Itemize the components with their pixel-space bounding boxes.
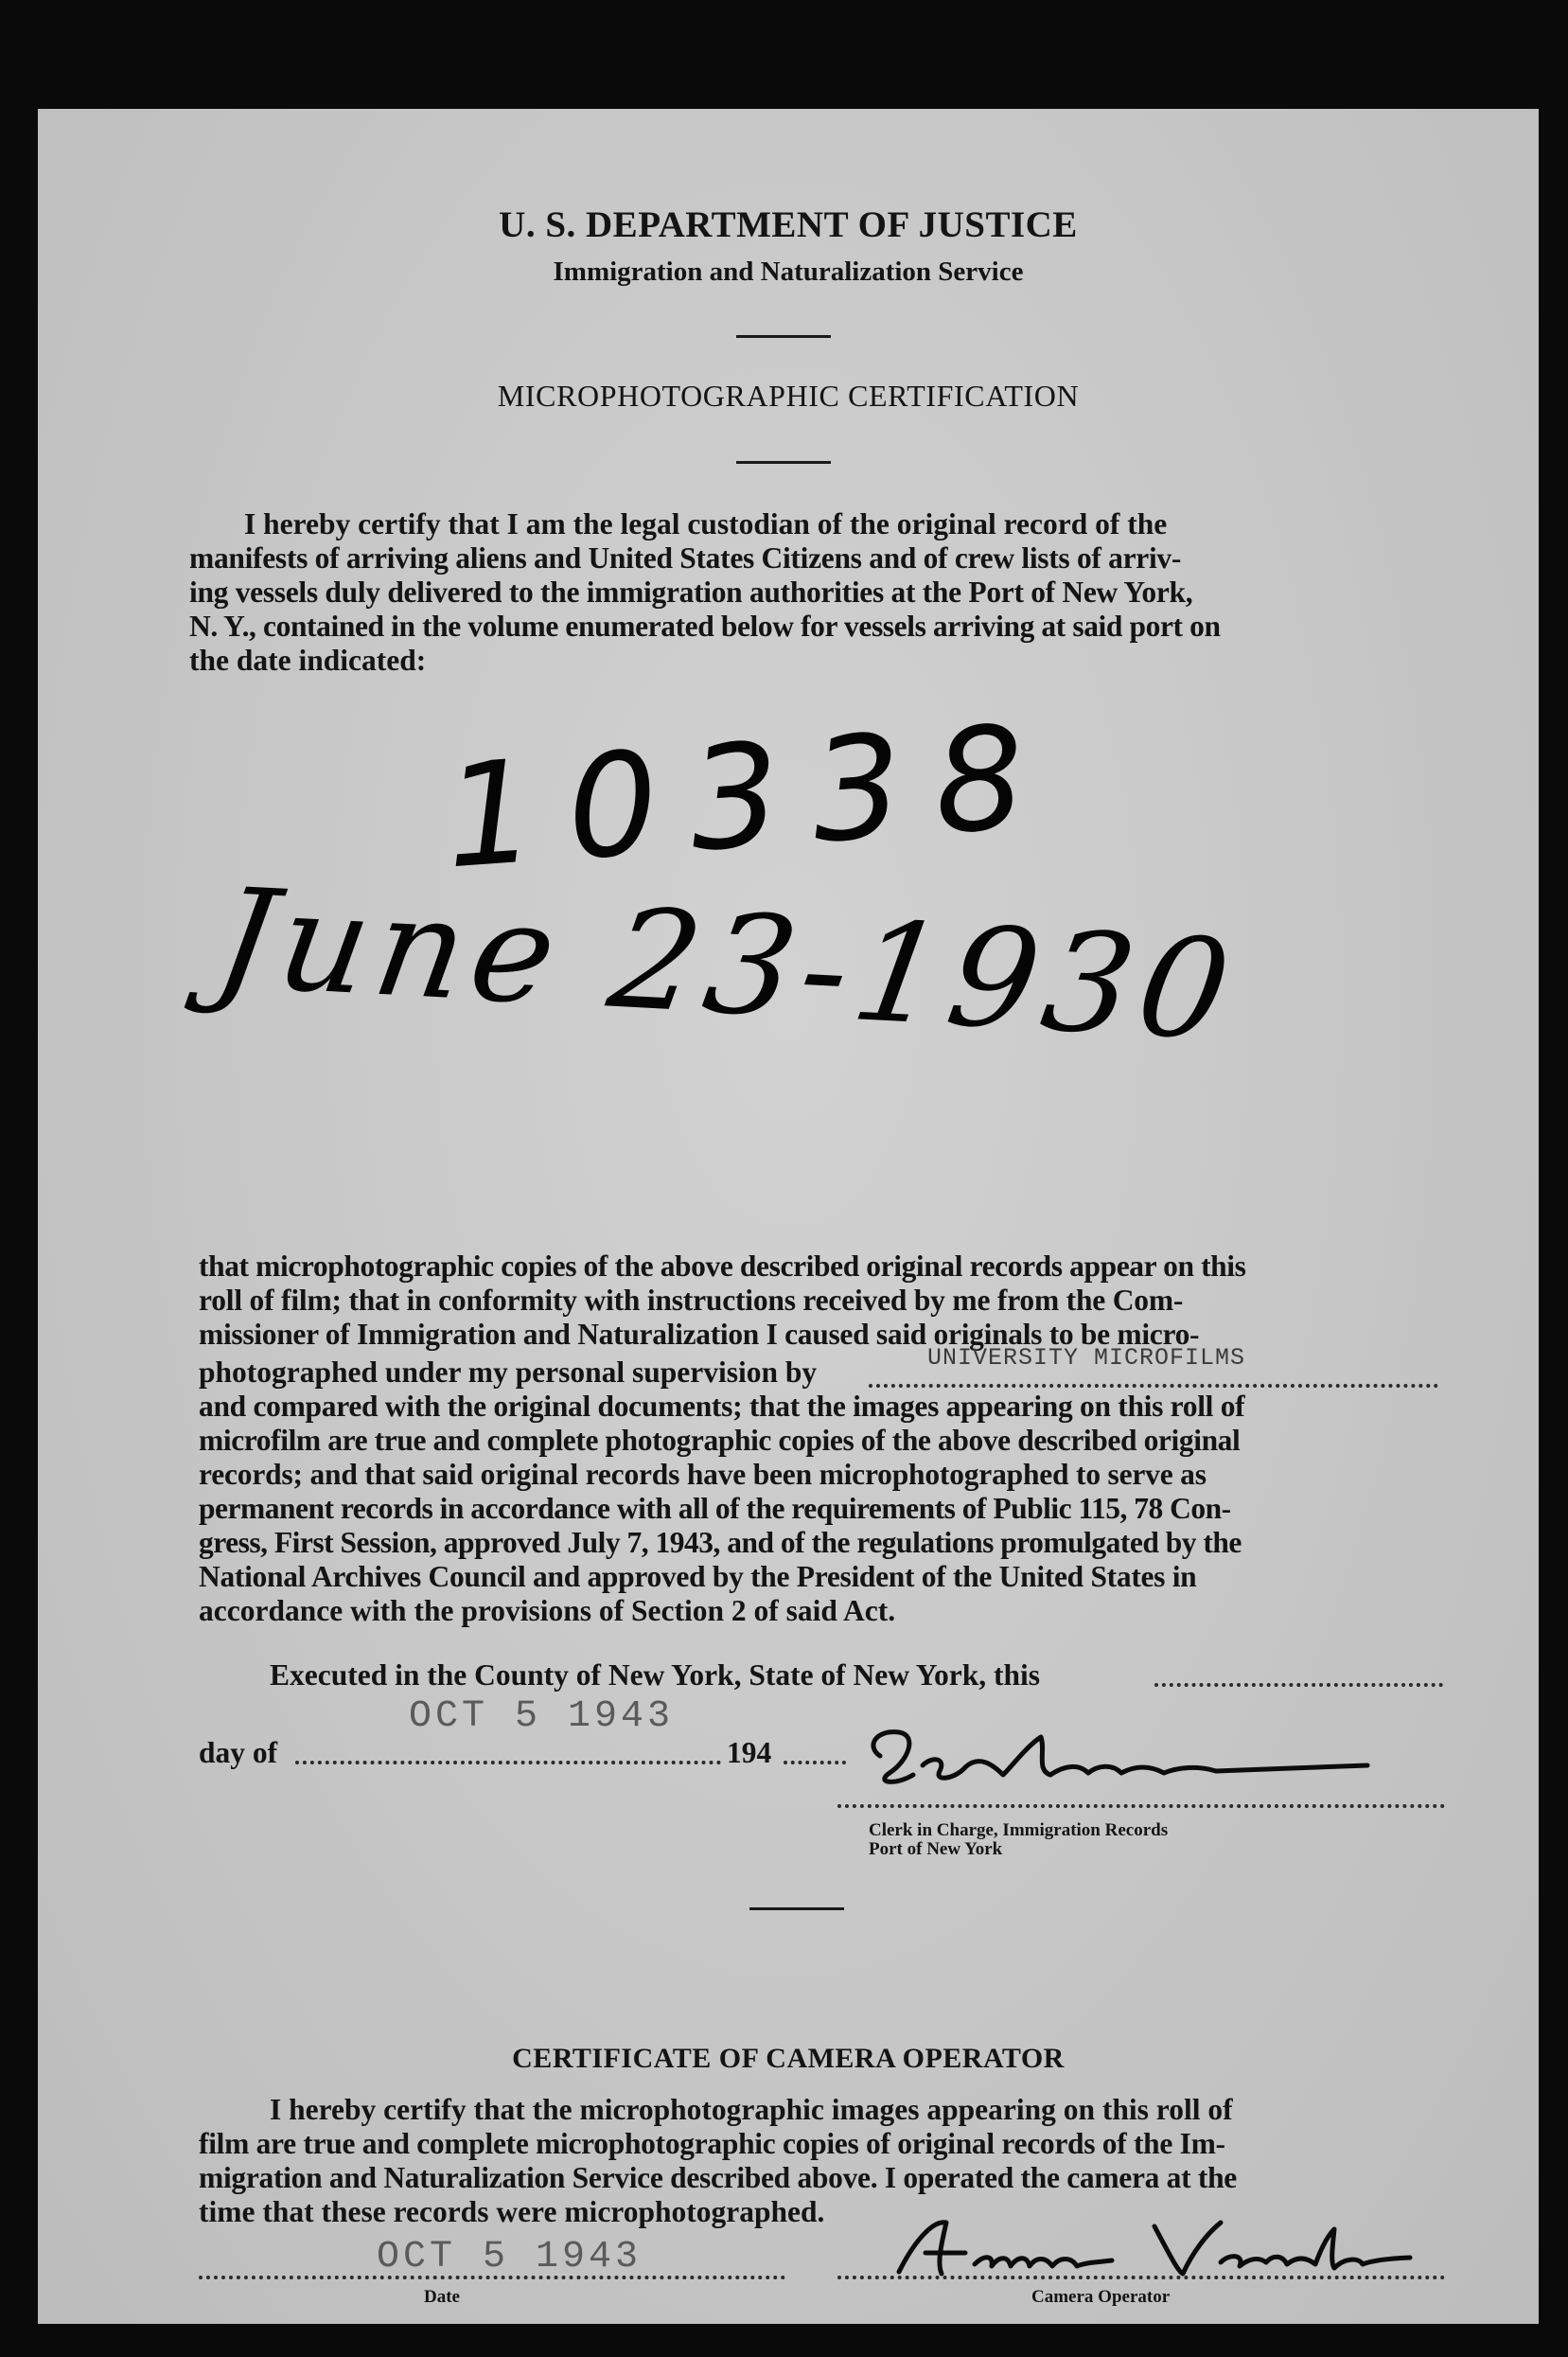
handwritten-arrival-date: June 23-1930 xyxy=(205,859,1247,1072)
day-of-label: day of xyxy=(199,1736,278,1769)
handwritten-volume-number: 10338 xyxy=(439,693,1063,901)
camera-operator-title: CERTIFICATE OF CAMERA OPERATOR xyxy=(512,2043,1065,2074)
body-line: roll of film; that in conformity with instructions received by me from the Com- xyxy=(199,1284,1184,1317)
title-divider xyxy=(736,461,831,464)
body-line: accordance with the provisions of Section 2 of said Act. xyxy=(199,1594,896,1627)
operator-line: film are true and complete microphotographic copies of original records of the Im- xyxy=(199,2127,1225,2160)
day-dotted-line xyxy=(295,1761,721,1764)
date-label: Date xyxy=(424,2287,460,2307)
body-line: records; and that said original records have been microphotographed to serve as xyxy=(199,1458,1207,1491)
operator-date-stamp: OCT 5 1943 xyxy=(377,2236,643,2278)
typed-firm-name: UNIVERSITY MICROFILMS xyxy=(927,1344,1246,1372)
date-stamp: OCT 5 1943 xyxy=(409,1695,675,1738)
operator-signature-line xyxy=(837,2276,1445,2279)
header-divider xyxy=(736,335,831,338)
certification-title: MICROPHOTOGRAPHIC CERTIFICATION xyxy=(497,379,1080,413)
camera-operator-label: Camera Operator xyxy=(1031,2287,1171,2307)
intro-line: the date indicated: xyxy=(189,644,427,677)
body-line: that microphotographic copies of the above described original records appear on this xyxy=(199,1249,1246,1283)
operator-line: time that these records were microphotographed. xyxy=(199,2195,825,2228)
body-line: and compared with the original documents; that the images appearing on this roll of xyxy=(199,1390,1245,1423)
section-divider xyxy=(749,1907,844,1910)
operator-line: I hereby certify that the microphotographic images appearing on this roll of xyxy=(270,2093,1233,2126)
firm-dotted-line xyxy=(869,1384,1438,1388)
intro-line: N. Y., contained in the volume enumerated below for vessels arriving at said port on xyxy=(189,610,1221,643)
body-line: photographed under my personal supervision by xyxy=(199,1356,818,1389)
body-line: gress, First Session, approved July 7, 1943, and of the regulations promulgated by the xyxy=(199,1526,1242,1559)
body-line: permanent records in accordance with all of the requirements of Public 115, 78 Con- xyxy=(199,1492,1231,1525)
date-dotted-line xyxy=(199,2276,785,2279)
body-line: missioner of Immigration and Naturalization I caused said originals to be micro- xyxy=(199,1318,1200,1351)
clerk-port: Port of New York xyxy=(869,1839,1003,1859)
service-subheading: Immigration and Naturalization Service xyxy=(553,257,1024,287)
execution-line: Executed in the County of New York, State of New York, this xyxy=(270,1658,1041,1692)
intro-line: I hereby certify that I am the legal custodian of the original record of the xyxy=(244,507,1168,541)
department-heading: U. S. DEPARTMENT OF JUSTICE xyxy=(499,204,1078,245)
intro-line: manifests of arriving aliens and United States Citizens and of crew lists of arriv- xyxy=(189,541,1182,575)
execution-dotted-line xyxy=(1154,1683,1443,1687)
clerk-signature xyxy=(837,1709,1386,1813)
operator-line: migration and Naturalization Service described above. I operated the camera at the xyxy=(199,2161,1237,2194)
body-line: microfilm are true and complete photographic copies of the above described original xyxy=(199,1424,1241,1457)
clerk-signature-line xyxy=(837,1804,1445,1808)
body-line: National Archives Council and approved by the President of the United States in xyxy=(199,1560,1197,1593)
certificate-sheet xyxy=(38,109,1539,2324)
year-prefix: 194 xyxy=(727,1736,772,1769)
intro-line: ing vessels duly delivered to the immigration authorities at the Port of New York, xyxy=(189,576,1193,609)
clerk-title: Clerk in Charge, Immigration Records xyxy=(869,1820,1169,1840)
